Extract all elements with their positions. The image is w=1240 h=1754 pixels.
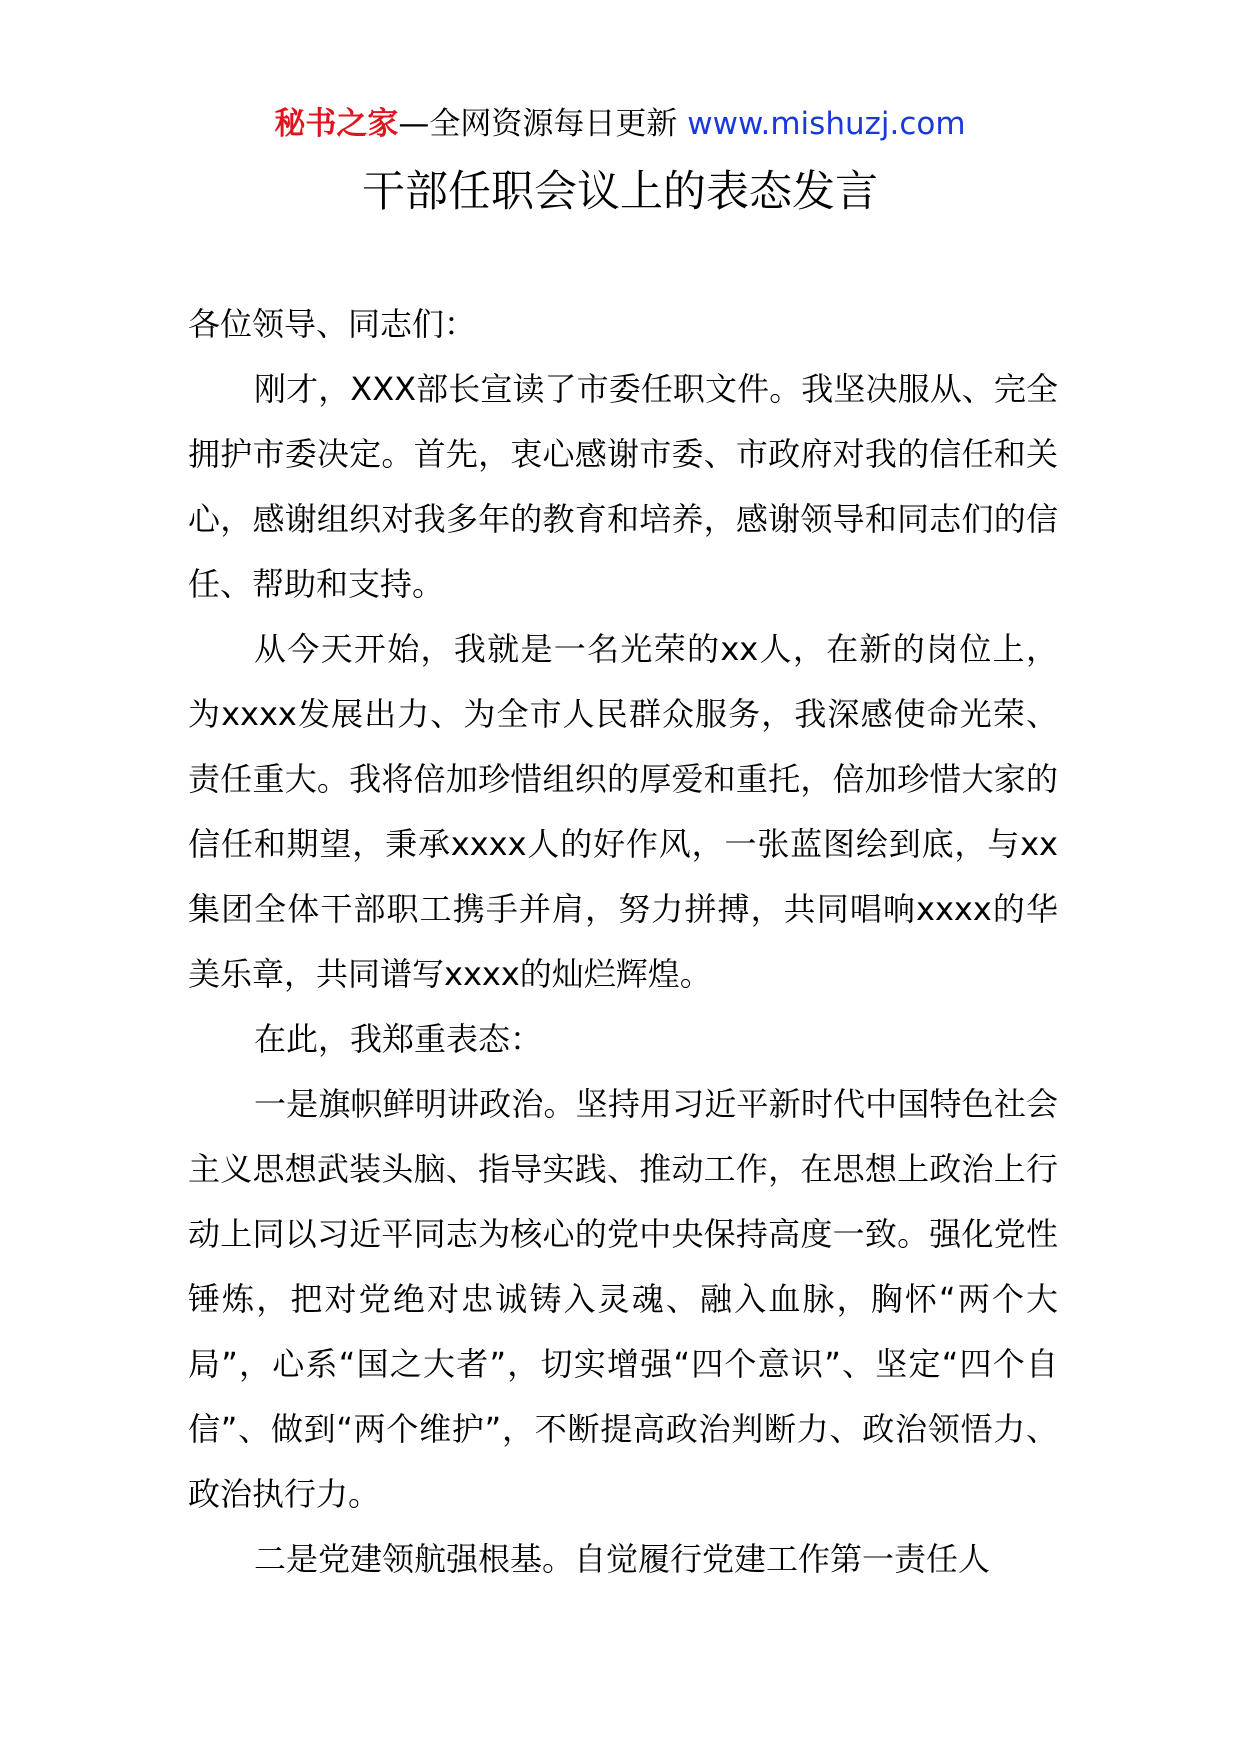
site-slogan: —全网资源每日更新	[398, 106, 678, 142]
document-body	[188, 292, 1058, 1592]
paragraph-4: 一是旗帜鲜明讲政治。坚持用习近平新时代中国特色社会主义思想武装头脑、指导实践、推动工作，在思想上政治上行动上同以习近平同志为核心的党中央保持高度一致。强化党性锤炼，把对党绝对忠诚铸入灵魂、融入血脉，胸怀“两个大局”，心系“国之大者”，切实增强“四个意识”、坚定“四个自信”、做到“两个维护”，不断提高政治判断力、政治领悟力、政治执行力。	[188, 1085, 1058, 1513]
document-title: 干部任职会议上的表态发言	[362, 167, 878, 217]
paragraph-2: 从今天开始，我就是一名光荣的xx人，在新的岗位上，为xxxx发展出力、为全市人民群众服务，我深感使命光荣、责任重大。我将倍加珍惜组织的厚爱和重托，倍加珍惜大家的信任和期望，秉承xxxx人的好作风，一张蓝图绘到底，与xx集团全体干部职工携手并肩，努力拼搏，共同唱响xxxx的华美乐章，共同谱写xxxx的灿烂辉煌。	[188, 630, 1058, 993]
site-url[interactable]: www.mishuzj.com	[687, 106, 966, 142]
paragraph-5: 二是党建领航强根基。自觉履行党建工作第一责任人	[254, 1540, 991, 1578]
salutation: 各位领导、同志们：	[188, 305, 477, 343]
paragraph-3: 在此，我郑重表态：	[254, 1020, 543, 1058]
site-brand: 秘书之家	[274, 106, 399, 142]
paragraph-1: 刚才，XXX部长宣读了市委任职文件。我坚决服从、完全拥护市委决定。首先，衷心感谢市委、市政府对我的信任和关心，感谢组织对我多年的教育和培养，感谢领导和同志们的信任、帮助和支持。	[188, 370, 1058, 603]
site-header	[0, 104, 1240, 144]
